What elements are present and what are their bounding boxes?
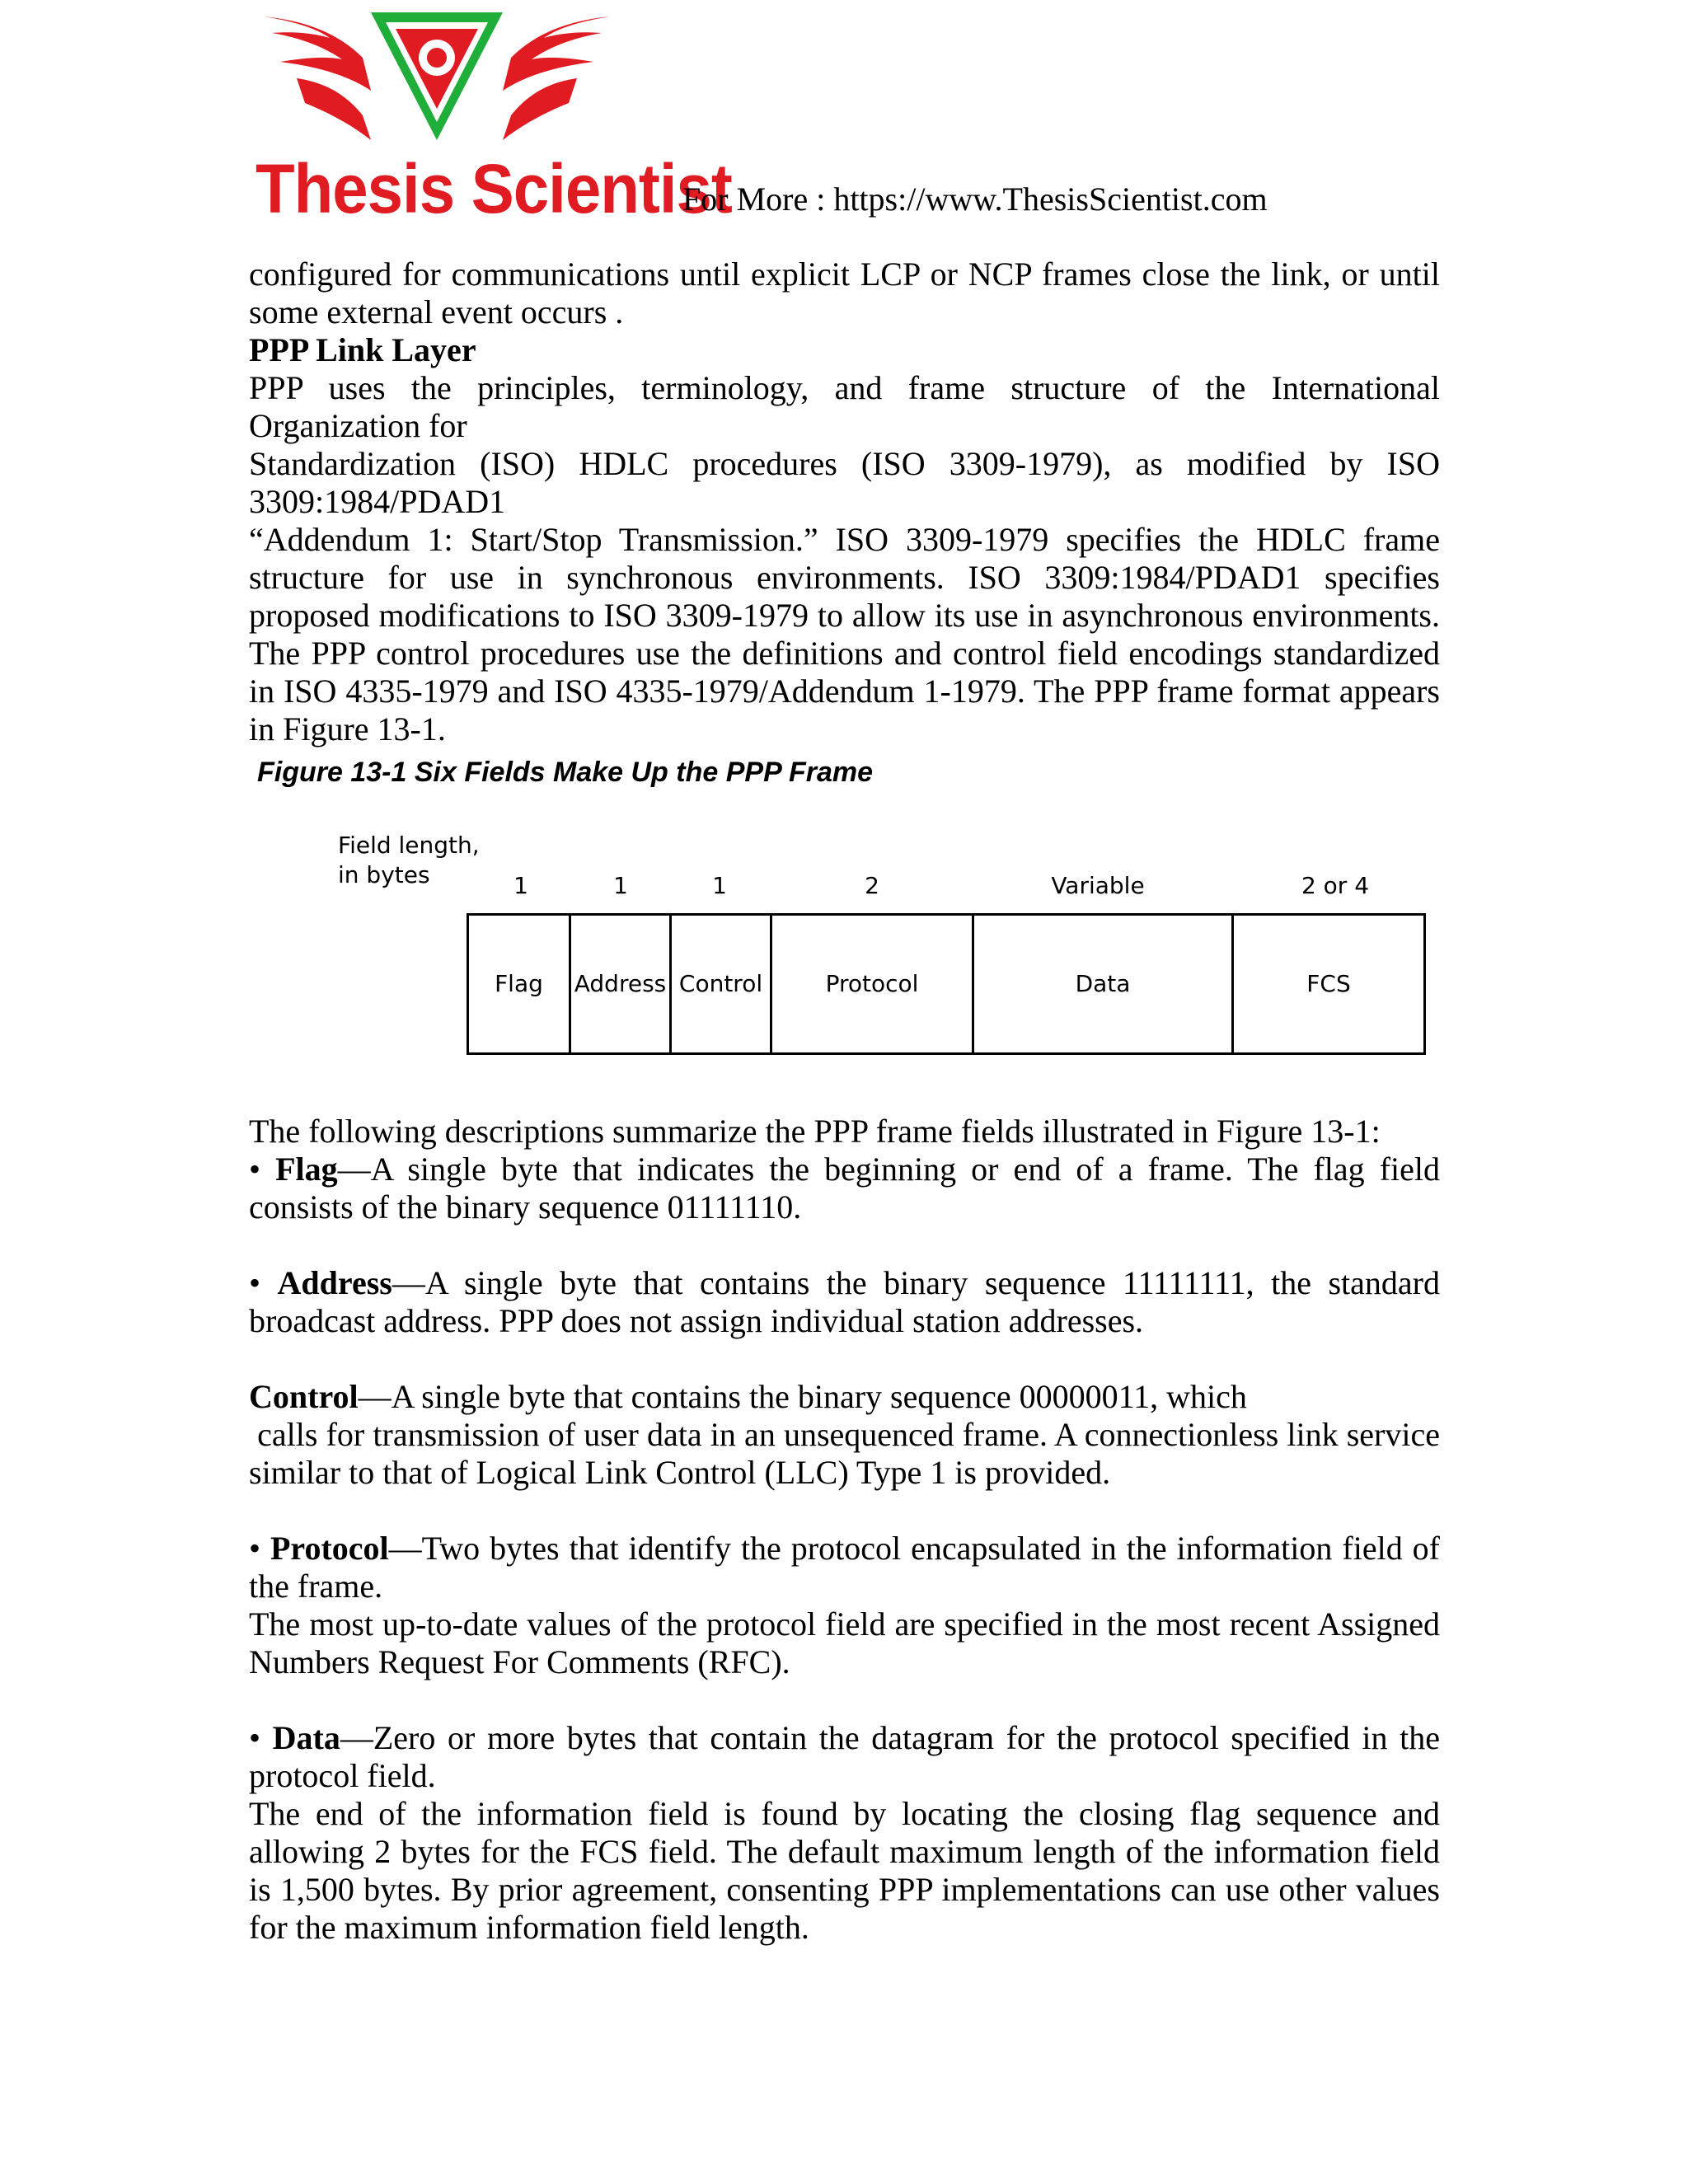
frame-field-fcs: FCS <box>1306 970 1351 997</box>
desc-protocol: • Protocol—Two bytes that identify the protocol encapsulated in the information field of the frame. <box>249 1530 1440 1605</box>
frame-field-control: Control <box>672 916 772 1052</box>
document-body <box>249 255 1448 1947</box>
paragraph-2: Standardization (ISO) HDLC procedures (ISO 3309-1979), as modified by ISO 3309:1984/PDAD1 <box>249 445 1440 520</box>
field-length-data: Variable <box>1051 872 1145 899</box>
field-length-address: 1 <box>613 872 628 899</box>
desc-data: • Data—Zero or more bytes that contain the datagram for the protocol specified in the protocol field. <box>249 1719 1440 1794</box>
section-heading: PPP Link Layer <box>249 331 476 368</box>
descriptions-lead: The following descriptions summarize the PPP frame fields illustrated in Figure 13-1: <box>249 1113 1381 1150</box>
desc-flag: • Flag—A single byte that indicates the beginning or end of a frame. The flag field consists of the binary sequence 01111110. <box>249 1151 1440 1226</box>
field-length-label: Field length, in bytes <box>338 832 480 888</box>
desc-control: Control—A single byte that contains the binary sequence 00000011, which <box>249 1378 1247 1415</box>
brand-name: Thesis Scientist <box>256 149 732 228</box>
field-length-flag: 1 <box>513 872 528 899</box>
desc-data-cont: The end of the information field is found by locating the closing flag sequence and allowing 2 bytes for the FCS field. The default maximum length of the information field is 1,500 bytes. By prior agreement, consenting PPP implementations can use other values for the maximum information field length. <box>249 1795 1440 1946</box>
paragraph-3: “Addendum 1: Start/Stop Transmission.” ISO 3309-1979 specifies the HDLC frame structure for use in synchronous environments. ISO 3309:1984/PDAD1 specifies proposed modifications to ISO 3309-1979 to allow its use in asynchronous environments. The PPP control procedures use the definitions and control field encodings standardized in ISO 4335-1979 and ISO 4335-1979/Addendum 1-1979. The PPP frame format appears in Figure 13-1. <box>249 521 1440 748</box>
field-length-control: 1 <box>712 872 727 899</box>
frame-field-protocol: Protocol <box>772 916 974 1052</box>
figure-caption: Figure 13-1 Six Fields Make Up the PPP Frame <box>257 757 873 788</box>
frame-field-data: Data <box>974 916 1234 1052</box>
desc-protocol-cont: The most up-to-date values of the protocol field are specified in the most recent Assigned Numbers Request For Comments (RFC). <box>249 1605 1440 1680</box>
desc-control-cont: calls for transmission of user data in an unsequenced frame. A connectionless link service similar to that of Logical Link Control (LLC) Type 1 is provided. <box>249 1416 1448 1491</box>
winged-triangle-logo-icon <box>247 0 626 165</box>
thesis-scientist-logo <box>247 0 732 228</box>
field-length-fcs: 2 or 4 <box>1301 872 1370 899</box>
more-link-text[interactable]: For More : https://www.ThesisScientist.com <box>682 180 1268 218</box>
ppp-frame-diagram <box>467 913 1426 1055</box>
frame-field-address: Address <box>571 916 672 1052</box>
frame-field-flag: Flag <box>469 916 571 1052</box>
desc-address: • Address—A single byte that contains the binary sequence 11111111, the standard broadcast address. PPP does not assign individual station addresses. <box>249 1264 1440 1339</box>
intro-paragraph: configured for communications until explicit LCP or NCP frames close the link, or until some external event occurs . <box>249 255 1440 330</box>
ppp-frame-figure <box>249 791 1440 1113</box>
field-length-protocol: 2 <box>865 872 879 899</box>
paragraph-1: PPP uses the principles, terminology, and frame structure of the International Organization for <box>249 369 1440 444</box>
